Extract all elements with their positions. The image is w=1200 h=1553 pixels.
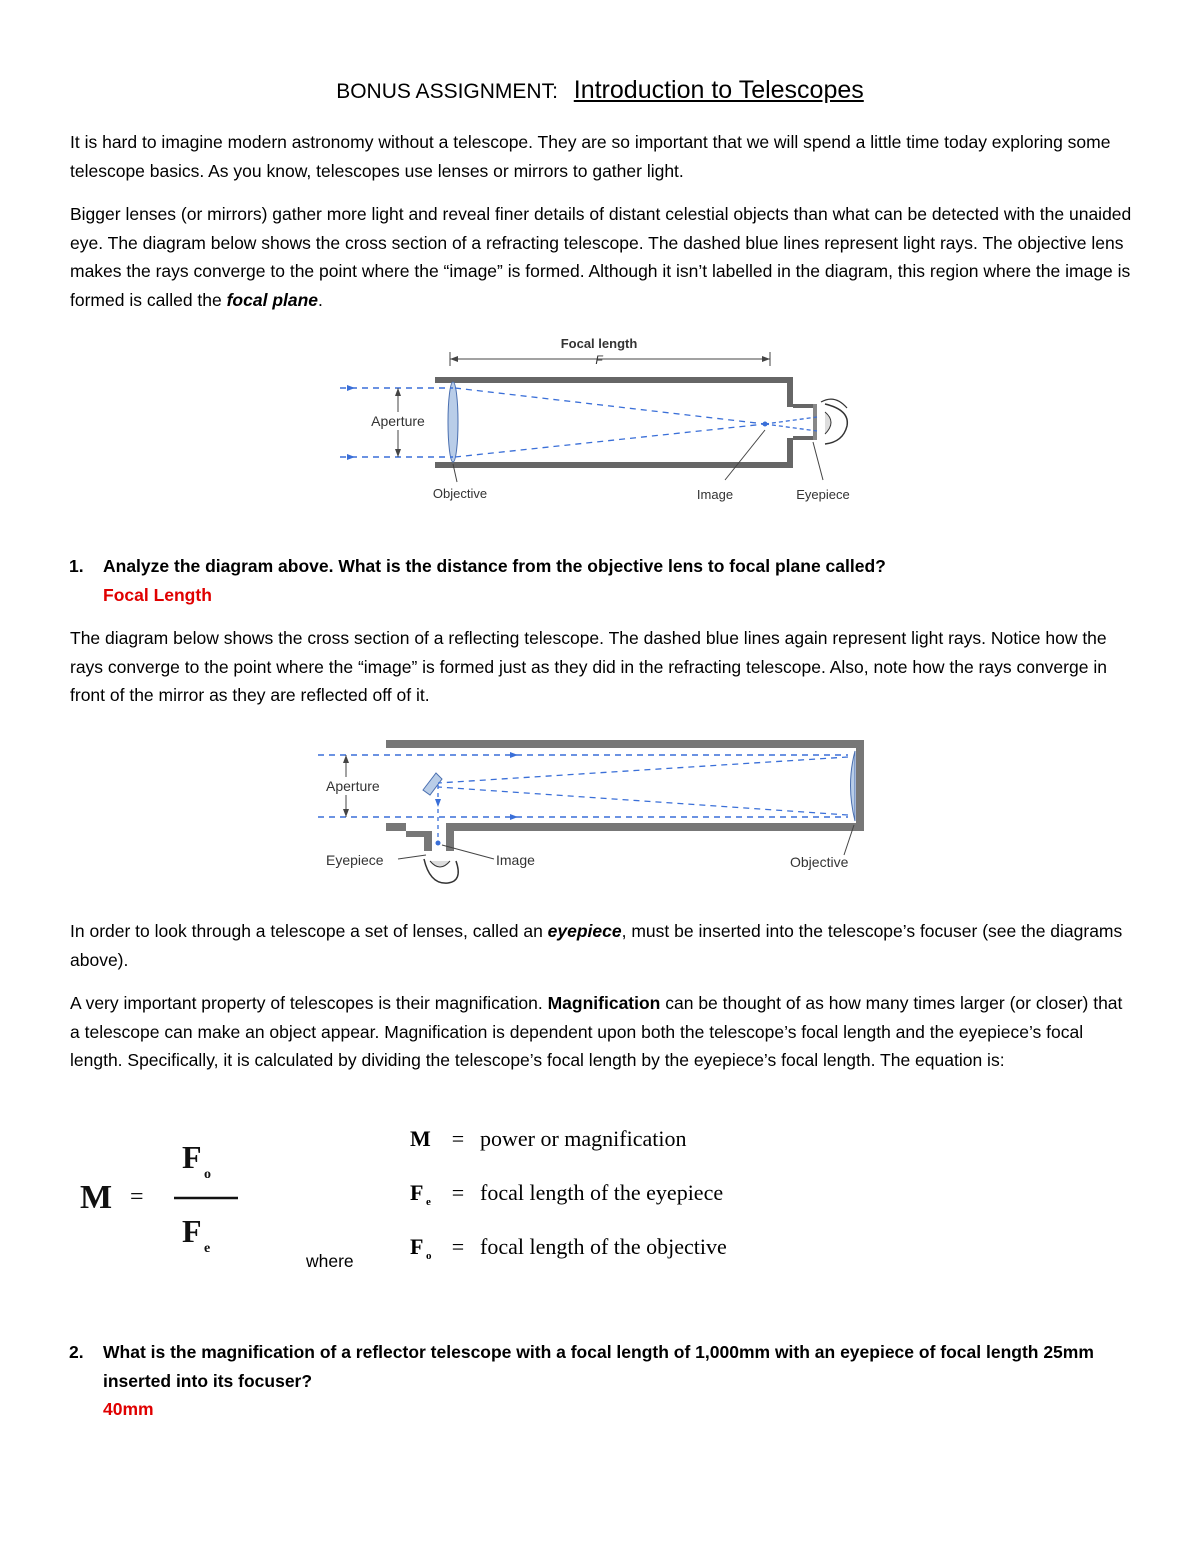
refractor-focuser-top: [793, 404, 815, 408]
eye-icon: [821, 399, 847, 444]
reflector-arrow-1: [510, 752, 518, 758]
question-2: [69, 1338, 1123, 1424]
image-label: Image: [696, 487, 734, 502]
formula-numerator-sub: o: [204, 1167, 211, 1182]
legend-sub: o: [426, 1250, 432, 1263]
question-1-answer: Focal Length: [103, 584, 212, 605]
reflector-image-point: [436, 841, 441, 846]
dimension-arrow-right: [762, 356, 770, 362]
reflector-ray-converge-bottom: [438, 787, 848, 815]
eyepiece-term: eyepiece: [547, 921, 622, 941]
eyepiece-paragraph: [70, 917, 1135, 974]
refractor-diagram: [335, 332, 875, 512]
ray-diverging-bottom: [765, 424, 817, 431]
objective-label: Objective: [432, 486, 488, 501]
aperture-label: Aperture: [371, 413, 425, 429]
legend-symbol: F: [410, 1180, 424, 1205]
objective-lens: [448, 382, 458, 462]
formula-denominator: F: [182, 1213, 202, 1249]
formula-numerator: F: [182, 1139, 202, 1175]
intro-paragraph-1: It is hard to imagine modern astronomy without a telescope. They are so important that we will spend a little time today exploring some telescope basics. As you know, telescopes use lenses or mirrors to gather light.: [70, 132, 1111, 181]
reflector-arrow-down: [435, 799, 441, 807]
intro-p2-end: .: [318, 289, 323, 310]
legend-symbol: F: [410, 1234, 424, 1259]
focal-length-label: Focal length: [560, 336, 638, 351]
reflector-tube-bottom: [446, 823, 864, 831]
refractor-tube-end-bottom: [787, 438, 793, 468]
legend-row-m: [410, 1126, 687, 1154]
reflector-diagram: [318, 735, 874, 895]
legend-row-fe: [410, 1180, 723, 1208]
ray-converging-bottom: [455, 424, 765, 457]
aperture-arrow-top: [395, 388, 401, 396]
reflector-eyepiece-leader: [398, 855, 426, 859]
formula-where: where: [306, 1251, 354, 1271]
intro-p2-text: Bigger lenses (or mirrors) gather more light and reveal finer details of distant celestial objects than what can be detected with the unaided eye. The diagram below shows the cross section of a refracting telescope. The dashed blue lines represent light rays. The objective lens makes the rays converge to the point where the “image” is formed. Although it isn’t labelled in the diagram, this region where the image is formed is called the: [70, 204, 1132, 310]
reflector-paragraph: The diagram below shows the cross section of a reflecting telescope. The dashed blue lines again represent light rays. Notice how the rays converge to the point where the “image” is formed just as they did in the refracting telescope. Also, note how the rays converge in front of the mirror as they are reflected off of it.: [70, 628, 1107, 705]
question-2-answer: 40mm: [103, 1399, 154, 1419]
reflector-aperture-label: Aperture: [326, 778, 380, 794]
legend-symbol: M: [410, 1126, 431, 1151]
image-leader: [725, 430, 765, 480]
reflector-image-label: Image: [496, 852, 535, 868]
reflector-arrow-2: [510, 814, 518, 820]
reflector-aperture-arrow-bottom: [343, 809, 349, 817]
eyepiece-leader: [813, 442, 823, 480]
title-subject: Introduction to Telescopes: [573, 76, 864, 104]
reflector-objective-label: Objective: [790, 854, 849, 870]
formula-lhs: M: [80, 1179, 113, 1216]
question-1: [69, 552, 1123, 609]
formula-equals: =: [130, 1184, 144, 1210]
magnification-para-start: A very important property of telescopes is their magnification.: [70, 993, 548, 1013]
refractor-eyepiece-lens: [813, 404, 817, 440]
formula-denominator-sub: e: [204, 1241, 211, 1256]
legend-sub: e: [426, 1196, 431, 1209]
reflector-tube-end: [856, 740, 864, 831]
intro-paragraph-2: [70, 200, 1135, 314]
f-label: F: [595, 353, 603, 367]
question-2-number: 2.: [69, 1342, 84, 1362]
aperture-arrow-bottom: [395, 449, 401, 457]
primary-mirror: [851, 751, 856, 821]
eyepiece-para-end: , must be inserted into the telescope’s focuser (see the diagrams above).: [70, 921, 1123, 970]
legend-row-fo: [410, 1234, 727, 1262]
refractor-focuser-bottom: [793, 436, 815, 440]
title-lead: BONUS ASSIGNMENT:: [336, 80, 558, 103]
reflector-tube-bottom-left: [386, 823, 406, 831]
page-title: [0, 76, 1200, 105]
reflector-tube-top: [386, 740, 864, 748]
magnification-term: Magnification: [547, 993, 661, 1013]
ray-arrow-top: [347, 385, 355, 391]
eyepiece-para-start: In order to look through a telescope a set of lenses, called an: [70, 921, 548, 941]
refractor-tube-top: [435, 377, 793, 383]
reflector-eyepiece-label: Eyepiece: [326, 852, 384, 868]
legend-meaning: power or magnification: [480, 1126, 687, 1151]
reflector-image-leader: [442, 845, 494, 859]
eyepiece-label: Eyepiece: [796, 487, 850, 502]
reflector-aperture-arrow-top: [343, 755, 349, 763]
legend-meaning: focal length of the objective: [480, 1234, 727, 1259]
legend-meaning: focal length of the eyepiece: [480, 1180, 724, 1205]
magnification-paragraph: [70, 989, 1135, 1075]
legend-equals: =: [451, 1126, 465, 1151]
focal-plane-term: focal plane: [226, 289, 319, 310]
refractor-tube-end-top: [787, 377, 793, 407]
ray-diverging-top: [765, 417, 817, 424]
ray-arrow-bottom: [347, 454, 355, 460]
legend-equals: =: [451, 1180, 465, 1205]
reflector-ray-converge-top: [438, 757, 848, 783]
reflector-focuser-inner: [424, 831, 432, 851]
dimension-arrow-left: [450, 356, 458, 362]
image-point: [763, 422, 768, 427]
question-1-number: 1.: [69, 556, 84, 576]
ray-converging-top: [455, 388, 765, 424]
magnification-para-end: can be thought of as how many times larger (or closer) that a telescope can make an object appear. Magnification is dependent upon both the telescope’s focal length and the eyepiece’s focal length. Specifically, it is calculated by dividing the telescope’s focal length by the eyepiece’s focal length. The equation is:: [70, 993, 1123, 1070]
legend-equals: =: [451, 1234, 465, 1259]
question-2-text: What is the magnification of a reflector telescope with a focal length of 1,000mm with an eyepiece of focal length 25mm inserted into its focuser?: [103, 1342, 1094, 1391]
secondary-mirror: [423, 773, 442, 795]
question-1-text: Analyze the diagram above. What is the distance from the objective lens to focal plane called?: [103, 556, 886, 576]
eye-icon: [424, 859, 458, 883]
